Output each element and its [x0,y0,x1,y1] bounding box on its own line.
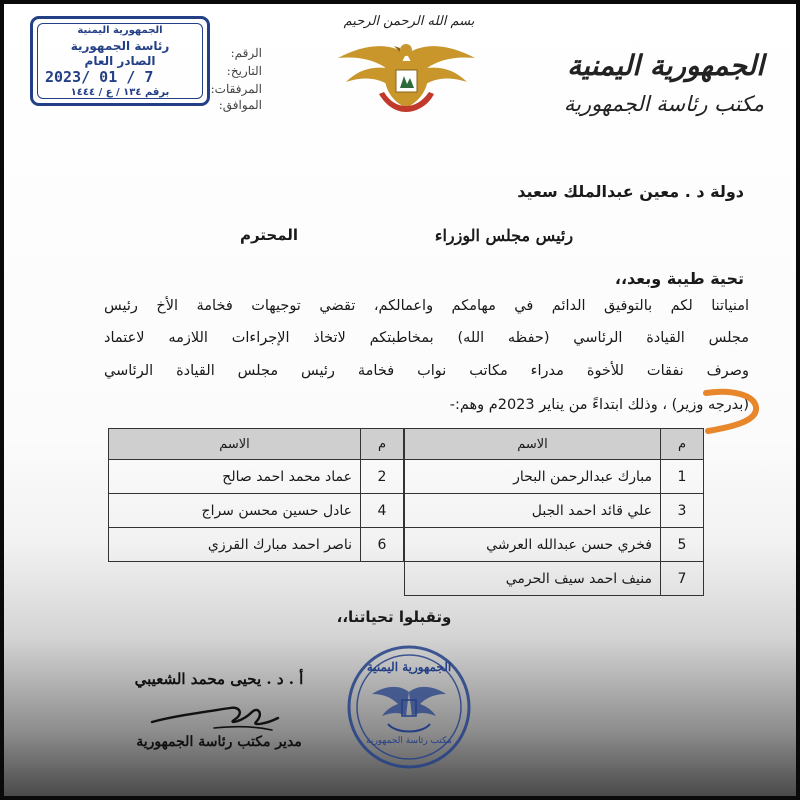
stamp-line-presidency: رئاسة الجمهورية [70,39,170,53]
stamp-date: 2023/ 01 / 7 [45,68,154,86]
signatory-name: أ . د . يحيى محمد الشعيبي [134,670,304,688]
row-num: 5 [661,528,704,562]
table-row [109,494,404,528]
recipient-title: رئيس مجلس الوزراء [434,226,574,245]
ref-date-label: التاريخ: [226,64,262,78]
highlight-mark [702,387,764,437]
date-stamp [30,16,210,106]
table-row [109,460,404,494]
signatory-title: مدير مكتب رئاسة الجمهورية [136,734,302,750]
row-num: 7 [661,562,704,596]
greeting: تحية طيبة وبعد،، [614,269,744,288]
column-header-num: م [661,429,704,460]
column-header-num: م [361,429,404,460]
body-line-3: وصرف نفقات للأخوة مدراء مكاتب نواب فخامة رئيس مجلس القيادة الرئاسي [104,363,749,379]
body-line-2: مجلس القيادة الرئاسي (حفظه الله) بمخاطبتكم لاتخاذ الإجراءات اللازمه لاعتماد [104,330,749,346]
recipient-honorific: المحترم [239,226,299,244]
row-num: 6 [361,528,404,562]
row-num: 4 [361,494,404,528]
closing: وتقبلوا تحياتنا،، [336,608,452,626]
row-name: مبارك عبدالرحمن البحار [405,460,661,494]
table-row [405,562,704,596]
official-seal [344,642,474,772]
row-name: منيف احمد سيف الحرمي [405,562,661,596]
row-name: ناصر احمد مبارك القرزي [109,528,361,562]
stamp-line-outgoing: الصادر العام [84,54,156,68]
row-name: عادل حسين محسن سراج [109,494,361,528]
letter-page [4,4,796,796]
row-num: 1 [661,460,704,494]
handwritten-signature [144,692,294,738]
table-row [405,460,704,494]
ref-number-label: الرقم: [230,46,262,60]
seal-bottom-text: مكتب رئاسة الجمهورية [366,736,452,746]
table-row [405,528,704,562]
row-name: فخري حسن عبدالله العرشي [405,528,661,562]
stamp-number: برقم ١٣٤ / ع / ١٤٤٤ [70,87,170,98]
ref-attachments-label: المرفقات: [210,82,262,96]
table-row [109,528,404,562]
letterhead-office: مكتب رئاسة الجمهورية [563,92,764,116]
recipient-name: دولة د . معين عبدالملك سعيد [517,182,744,201]
row-name: علي قائد احمد الجبل [405,494,661,528]
body-line-4: (بدرجه وزير) ، وذلك ابتداءً من يناير 2023م وهم:- [449,397,749,413]
table-row [405,494,704,528]
body-line-1: امنياتنا لكم بالتوفيق الدائم في مهامكم واعمالكم، تقضي توجيهات فخامة الأخ رئيس [104,298,749,314]
stamp-line-country: الجمهورية اليمنية [77,25,163,36]
bismillah: بسم الله الرحمن الرحيم [343,14,475,29]
row-name: عماد محمد احمد صالح [109,460,361,494]
ref-corresponding-label: الموافق: [218,98,262,112]
column-header-name: الاسم [405,429,661,460]
table-header [405,429,704,460]
names-table-left [108,428,404,562]
yemen-emblem-icon [334,34,479,116]
table-header [109,429,404,460]
letterhead-country: الجمهورية اليمنية [567,49,764,82]
seal-top-text: الجمهورية اليمنية [366,660,452,674]
column-header-name: الاسم [109,429,361,460]
row-num: 2 [361,460,404,494]
names-table-right [404,428,704,596]
row-num: 3 [661,494,704,528]
